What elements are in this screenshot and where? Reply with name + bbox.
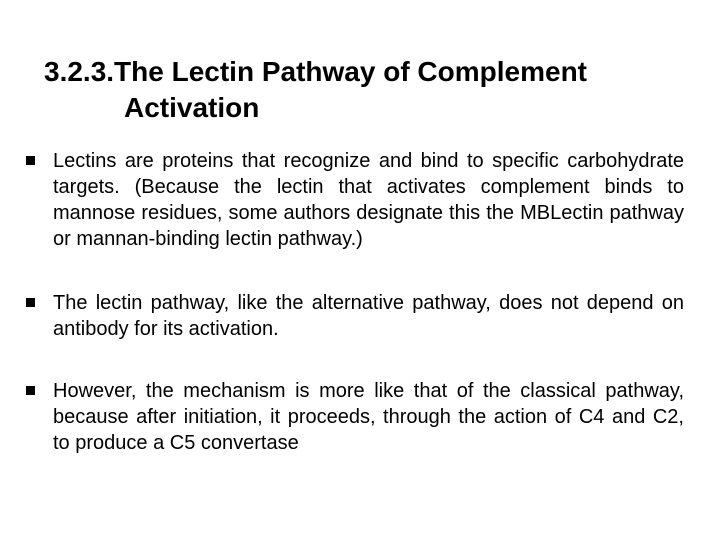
slide-title-line-1: 3.2.3.The Lectin Pathway of Complement (44, 56, 588, 87)
bullet-list (24, 148, 684, 456)
slide-title (44, 54, 684, 126)
bullet-text: Lectins are proteins that recognize and bind to specific carbohydrate targets. (Because the lectin that activates complement binds to mannose residues, some authors designate this the MBLectin pathway or mannan-binding lectin pathway.) (53, 150, 684, 250)
square-bullet-icon (26, 298, 35, 307)
slide-title-line-2: Activation (124, 92, 260, 123)
bullet-item (24, 148, 684, 252)
bullet-text: However, the mechanism is more like that of the classical pathway, because after initiation, it proceeds, through the action of C4 and C2, to produce a C5 convertase (53, 380, 684, 454)
bullet-item (24, 290, 684, 342)
square-bullet-icon (26, 386, 35, 395)
bullet-item (24, 378, 684, 456)
square-bullet-icon (26, 156, 35, 165)
bullet-text: The lectin pathway, like the alternative pathway, does not depend on antibody for its activation. (53, 292, 684, 340)
